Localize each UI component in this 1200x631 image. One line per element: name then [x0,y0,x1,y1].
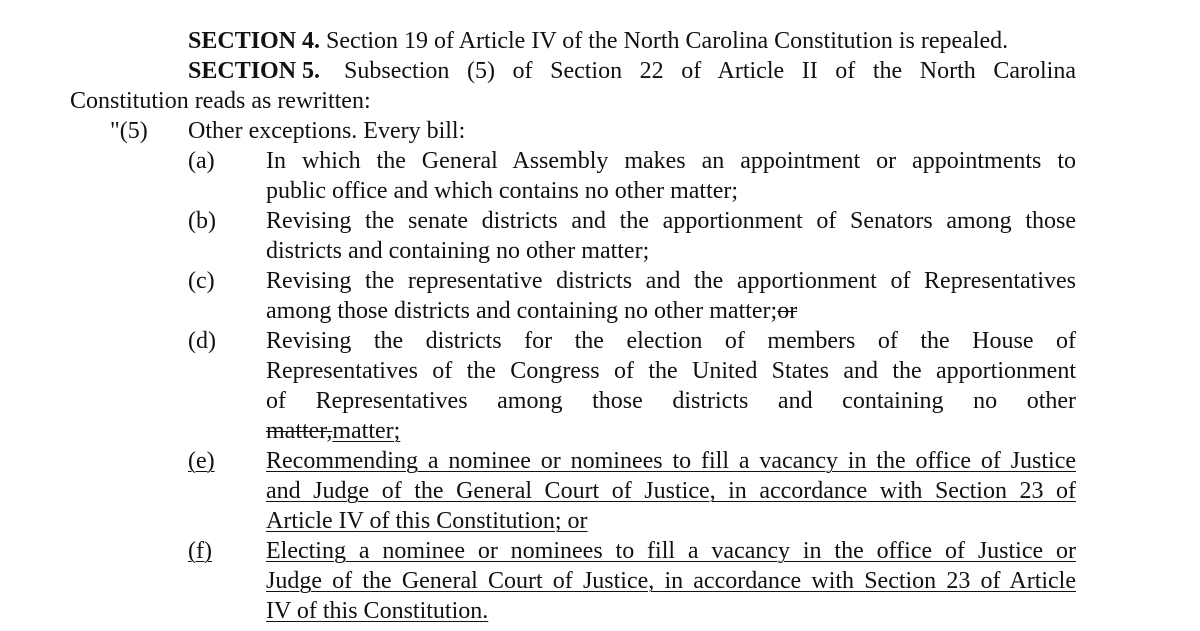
item-c-struck-word: or [777,298,798,324]
item-b-line-2: districts and containing no other matter; [266,238,650,264]
subsection-intro: Other exceptions. Every bill: [188,118,466,144]
item-b-line-1: Revising the senate districts and the apportionment of Senators among those [266,208,1076,234]
item-c-line-2 [266,296,797,326]
item-d-line-4 [266,416,400,446]
item-f-line-3: IV of this Constitution. [266,598,489,624]
subsection-label: "(5) [110,118,148,144]
section-5-text-line-2: Constitution reads as rewritten: [70,88,371,114]
item-f-line-2: Judge of the General Court of Justice, in accordance with Section 23 of Article [266,568,1076,594]
item-f-label: (f) [188,538,212,564]
item-e-line-1: Recommending a nominee or nominees to fill a vacancy in the office of Justice [266,448,1076,474]
item-d-line-3: of Representatives among those districts and containing no other [266,388,1076,414]
item-a-line-1: In which the General Assembly makes an appointment or appointments to [266,148,1076,174]
item-e-label: (e) [188,448,215,474]
item-a-line-2: public office and which contains no other matter; [266,178,739,204]
item-d-line-2: Representatives of the Congress of the United States and the apportionment [266,358,1076,384]
item-c-label: (c) [188,268,215,294]
section-4-heading: SECTION 4. [188,28,321,54]
item-f-line-1: Electing a nominee or nominees to fill a vacancy in the office of Justice or [266,538,1076,564]
item-d-line-1: Revising the districts for the election of members of the House of [266,328,1076,354]
item-c-line-1: Revising the representative districts and the apportionment of Representatives [266,268,1076,294]
item-e-line-3: Article IV of this Constitution; or [266,508,588,534]
item-d-label: (d) [188,328,216,354]
item-d-struck-word: matter, [266,418,333,444]
section-5-paragraph [188,56,1076,86]
item-c-line-2-text: among those districts and containing no other matter; [266,298,778,324]
section-4-paragraph [188,26,1008,56]
item-d-inserted-word: matter; [332,418,401,444]
item-b-label: (b) [188,208,216,234]
section-4-text: Section 19 of Article IV of the North Carolina Constitution is repealed. [326,28,1009,54]
section-5-heading: SECTION 5. [188,58,321,84]
item-e-line-2: and Judge of the General Court of Justice, in accordance with Section 23 of [266,478,1076,504]
section-5-text-line-1: Subsection (5) of Section 22 of Article II of the North Carolina [344,58,1076,84]
item-a-label: (a) [188,148,215,174]
